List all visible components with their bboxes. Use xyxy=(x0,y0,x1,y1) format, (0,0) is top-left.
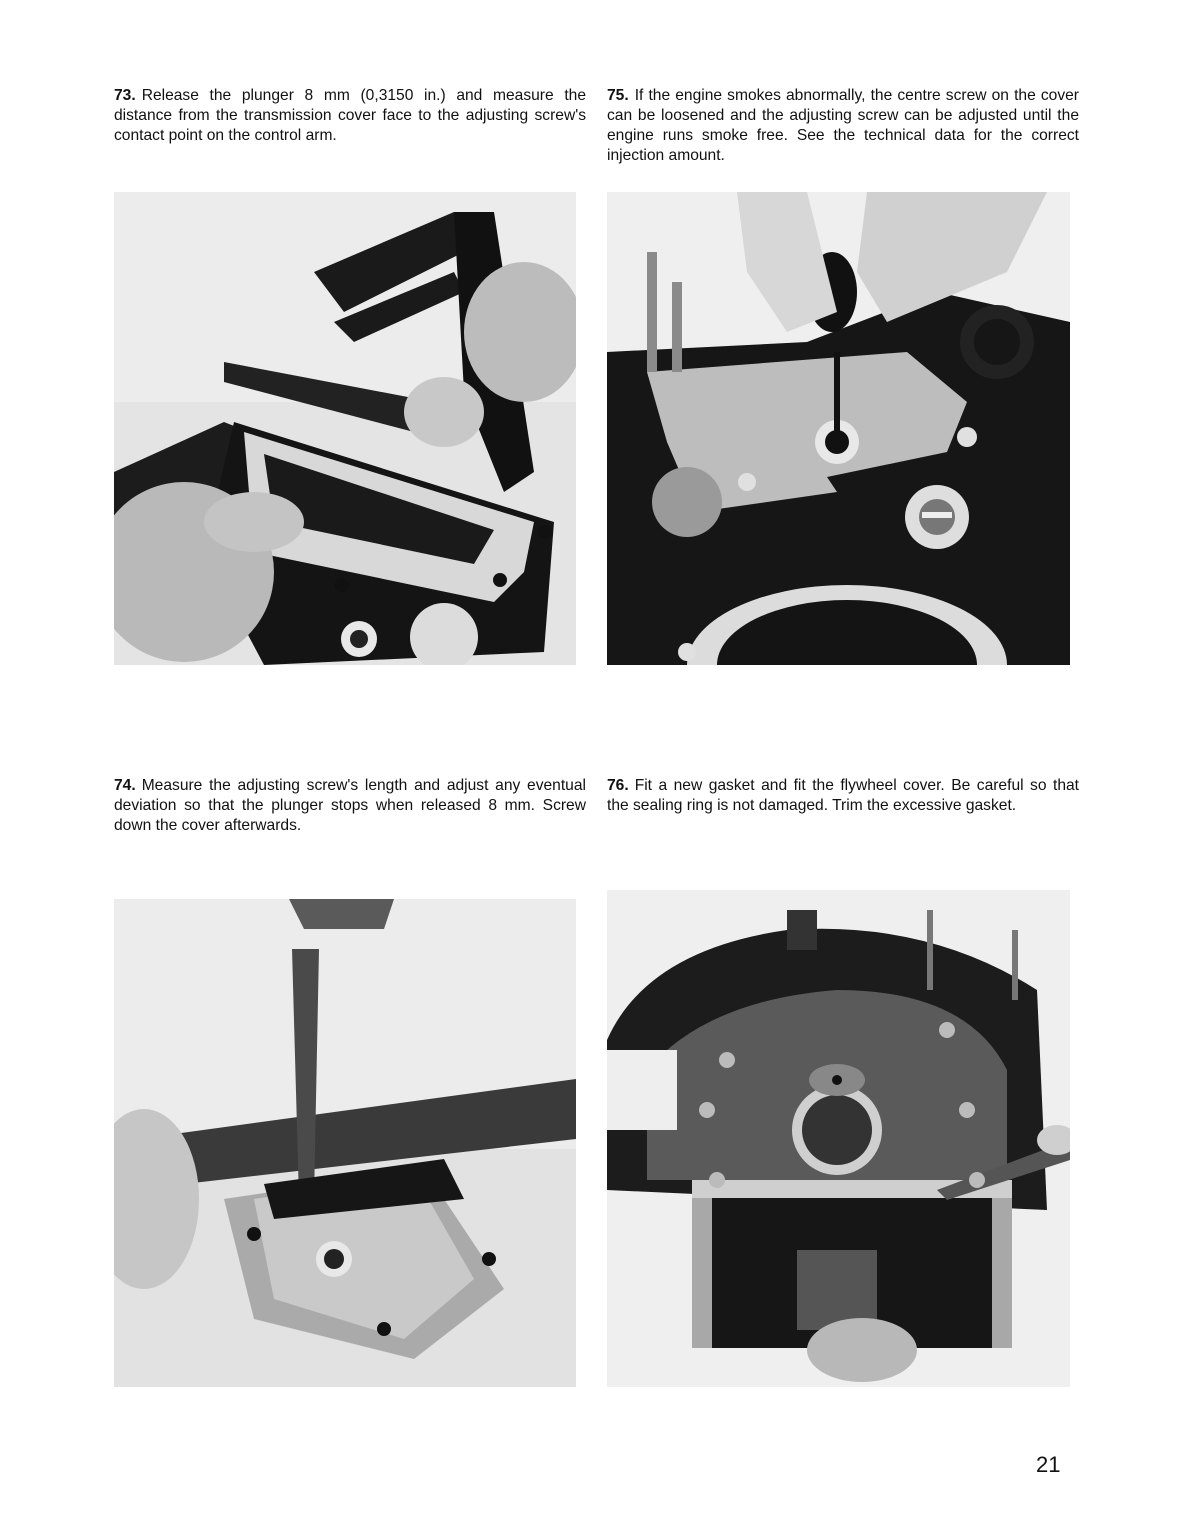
step-number: 73. xyxy=(114,87,136,104)
step-73-text xyxy=(114,86,586,146)
step-74-text xyxy=(114,776,586,836)
step-73-photo xyxy=(114,192,576,665)
step-number: 76. xyxy=(607,777,629,794)
step-75-text xyxy=(607,86,1079,166)
step-description: Fit a new gasket and fit the flywheel cover. Be careful so that the sealing ring is not damaged. Trim the excessive gasket. xyxy=(607,777,1079,814)
caliper-measurement-photo-icon xyxy=(114,192,576,665)
step-number: 75. xyxy=(607,87,629,104)
flywheel-cover-photo-icon xyxy=(607,890,1070,1387)
screwdriver-adjustment-photo-icon xyxy=(607,192,1070,665)
step-76-text xyxy=(607,776,1079,816)
step-75-photo xyxy=(607,192,1070,665)
steel-rule-measurement-photo-icon xyxy=(114,899,576,1387)
page-number: 21 xyxy=(1036,1452,1061,1477)
step-74-photo xyxy=(114,899,576,1387)
step-description: Release the plunger 8 mm (0,3150 in.) and measure the distance from the transmission cover face to the adjusting screw's contact point on the control arm. xyxy=(114,87,586,144)
step-description: If the engine smokes abnormally, the centre screw on the cover can be loosened and the adjusting screw can be adjusted until the engine runs smoke free. See the technical data for the correct injection amount. xyxy=(607,87,1079,164)
step-number: 74. xyxy=(114,777,136,794)
step-description: Measure the adjusting screw's length and adjust any eventual deviation so that the plunger stops when released 8 mm. Screw down the cover afterwards. xyxy=(114,777,586,834)
step-76-photo xyxy=(607,890,1070,1387)
